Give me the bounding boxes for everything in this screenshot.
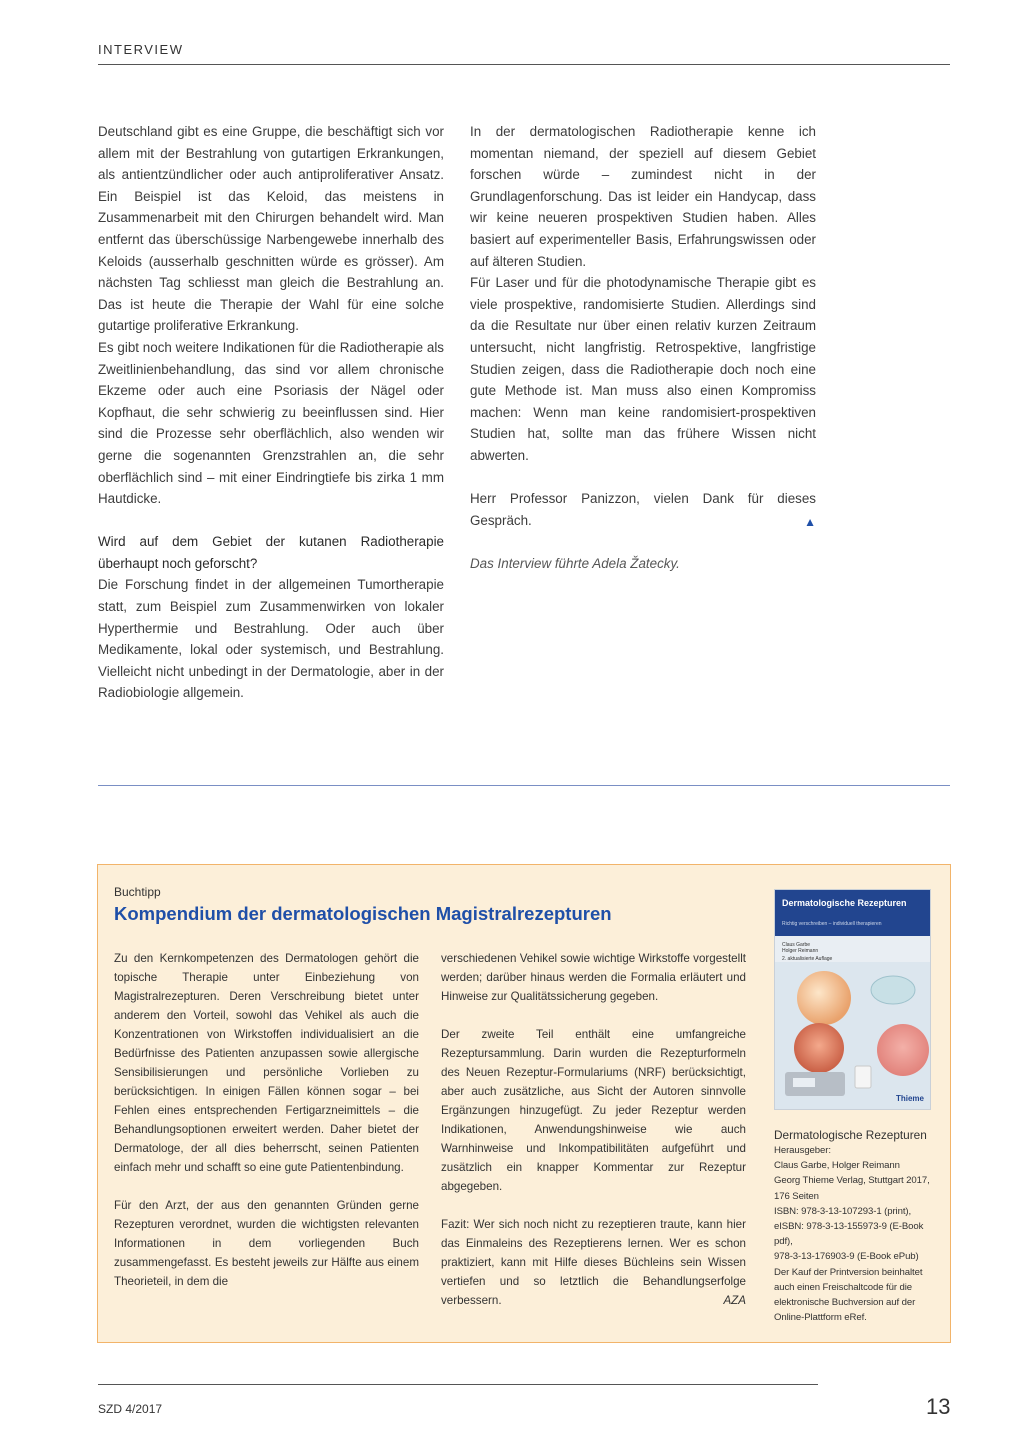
book-meta-line: 176 Seiten — [774, 1190, 819, 1202]
cover-scale-display — [793, 1078, 815, 1087]
header-rule — [98, 64, 950, 65]
article-column-right — [470, 121, 816, 574]
article-paragraph: Deutschland gibt es eine Gruppe, die beschäftigt sich vor allem mit der Bestrahlung von gutartigen Erkrankungen, als antientzündlicher oder auch antiproliferativer Ansatz. Ein Beispiel ist das Keloid, das meistens in Zusammenarbeit mit den Chirurgen behandelt wird. Man entfernt das überschüssige Narbengewebe innerhalb des Keloids (ausserhalb geschnitten würde es grösser). Am nächsten Tag schliesst man gleich die Bestrahlung an. Das ist heute die Therapie der Wahl für eine solche gutartige proliferative Erkrankung. — [98, 124, 444, 334]
section-label: INTERVIEW — [98, 42, 184, 57]
author-signature: AZA — [723, 1294, 746, 1307]
book-tip-paragraph: Der zweite Teil enthält eine umfangreiche Rezeptursammlung. Darin wurden die Rezepturformeln des Neuen Rezeptur-Formulariums (NRF) berücksichtigt, aber auch zusätzliche, aus Sicht der Autoren sinnvolle Ergänzungen hinzugefügt. Zu jeder Rezeptur werden Indikationen, Anwendungshinweise wie auch Warnhinweise und Inkompatibilitäten aufgeführt und zusätzlich ein knapper Kommentar zur Rezeptur abgegeben. — [441, 1028, 746, 1193]
book-meta-line: eISBN: 978-3-13-155973-9 (E-Book pdf), — [774, 1221, 924, 1248]
closing-text: Herr Professor Panizzon, vielen Dank für dieses Gespräch. — [470, 491, 816, 528]
book-details — [774, 1127, 944, 1325]
book-meta-line: auch einen Freischaltcode für die — [774, 1281, 913, 1293]
cover-authors: Claus Garbe Holger Reimann — [782, 942, 819, 954]
book-name: Dermatologische Rezepturen — [774, 1128, 927, 1142]
book-meta-line: elektronische Buchversion auf der — [774, 1297, 916, 1309]
article-paragraph: In der dermatologischen Radiotherapie kenne ich momentan niemand, der speziell auf diesem Gebiet forschen würde – zumindest nicht in der Grundlagenforschung. Das ist leider ein Handycap, dass wir keine neueren prospektiven Studien haben. Alles basiert auf experimenteller Basis, Erfahrungswissen oder auf älteren Studien. — [470, 124, 816, 269]
interview-question: Wird auf dem Gebiet der kutanen Radiotherapie überhaupt noch geforscht? — [98, 534, 444, 571]
interview-credit: Das Interview führte Adela Žatecky. — [470, 555, 680, 571]
book-meta-line: Herausgeber: — [774, 1145, 831, 1156]
cover-glass-bowl — [871, 976, 915, 1004]
end-triangle-icon: ▲ — [804, 514, 816, 529]
cover-publisher: Thieme — [895, 1094, 924, 1103]
closing-paragraph — [470, 488, 816, 531]
book-tip-paragraph: verschiedenen Vehikel sowie wichtige Wirkstoffe vorgestellt werden; darüber hinaus werden die Formalia erläutert und Hinweise zur Qualitätssicherung gegeben. — [441, 952, 746, 1003]
issue-label: SZD 4/2017 — [98, 1402, 163, 1416]
book-meta-line: Der Kauf der Printversion beinhaltet — [774, 1266, 923, 1278]
cover-title: Dermatologische Rezepturen — [782, 898, 907, 908]
cover-cell-circle-2 — [794, 1023, 844, 1073]
cover-cell-circle-3 — [877, 1024, 929, 1076]
book-tip-fazit — [441, 1215, 746, 1310]
footer-rule — [98, 1384, 818, 1385]
book-meta-line: Online-Plattform eRef. — [774, 1312, 867, 1324]
fazit-text: Fazit: Wer sich noch nicht zu rezeptieren traute, kann hier das Einmaleins des Rezeptierens lernen. Wer es schon praktiziert, kann mit Hilfe dieses Büchleins sein Wissen vertiefen und so letztlich die Behandlungserfolge verbessern. — [441, 1218, 746, 1307]
book-tip-title: Kompendium der dermatologischen Magistralrezepturen — [114, 903, 612, 924]
cover-jar — [855, 1066, 871, 1088]
book-meta-line: Georg Thieme Verlag, Stuttgart 2017, — [774, 1175, 930, 1187]
page-number: 13 — [926, 1394, 951, 1419]
book-meta-line: Claus Garbe, Holger Reimann — [774, 1160, 900, 1172]
cover-photo-illustration — [775, 890, 931, 1110]
book-meta-line: ISBN: 978-3-13-107293-1 (print), — [774, 1205, 912, 1217]
book-tip-column-left — [114, 949, 419, 1291]
cover-cell-circle-1 — [797, 971, 851, 1025]
book-tip-column-middle — [441, 949, 746, 1310]
interview-answer: Die Forschung findet in der allgemeinen Tumortherapie statt, zum Beispiel zum Zusammenwirken von lokaler Hyperthermie und Bestrahlung. Oder auch über Medikamente, lokal oder systemisch, und Bestrahlung. Vielleicht nicht unbedingt in der Dermatologie, aber in der Radiobiologie allgemein. — [98, 577, 444, 701]
section-divider — [98, 785, 950, 786]
cover-edition: 2. aktualisierte Auflage — [782, 956, 833, 962]
article-paragraph: Es gibt noch weitere Indikationen für die Radiotherapie als Zweitlinienbehandlung, das sind vor allem chronische Ekzeme oder auch eine Psoriasis der Nägel oder Kopfhaut, die sehr schwierig zu beeinflussen sind. Hier sind die Prozesse sehr oberflächlich, also wenden wir gerne die sogenannten Grenzstrahlen an, die sehr oberflächlich sind – mit einer Eindringtiefe bis zirka 1 mm Hautdicke. — [98, 339, 444, 507]
book-tip-paragraph: Zu den Kernkompetenzen des Dermatologen gehört die topische Therapie unter Einbeziehung von Magistralrezepturen. Deren Verschreibung bietet unter anderem den Vorteil, sowohl das Vehikel als auch die Konzentrationen von Wirkstoffen individualisiert an die Bedürfnisse des Patienten anzupassen sowie allergische Sensibilisierungen und persönliche Vorlieben zu berücksichtigen. In einigen Fällen können sogar – bei Fehlen eines entsprechenden Fertigarzneimittels – die Behandlungsoptionen erweitert werden. Daher bietet der Dermatologe, der all dies beherrscht, seinen Patienten einfach mehr und schafft so eine gute Patientenbindung. — [114, 952, 419, 1174]
book-tip-box — [97, 864, 951, 1343]
article-column-left — [98, 121, 444, 704]
book-cover-image — [774, 889, 931, 1110]
book-meta-line: 978-3-13-176903-9 (E-Book ePub) — [774, 1251, 919, 1263]
book-tip-paragraph: Für den Arzt, der aus den genannten Gründen gerne Rezepturen verordnet, wurden die wichtigsten relevanten Informationen in dem vorliegenden Buch zusammengefasst. Es besteht jeweils zur Hälfte aus einem Theorieteil, in dem die — [114, 1199, 419, 1288]
article-paragraph: Für Laser und für die photodynamische Therapie gibt es viele prospektive, randomisierte Studien. Allerdings sind da die Resultate nur über einen relativ kurzen Zeitraum untersucht, nicht langfristig. Retrospektive, langfristige Studien zeigen, dass die Radiotherapie doch noch eine gute Methode ist. Man muss also einen Kompromiss machen: Wenn man keine randomisiert-prospektiven Studien hat, sollte man das frühere Wissen nicht abwerten. — [470, 275, 816, 463]
cover-subtitle: Richtig verschreiben – individuell therapieren — [782, 921, 882, 927]
book-tip-kicker: Buchtipp — [114, 885, 161, 899]
